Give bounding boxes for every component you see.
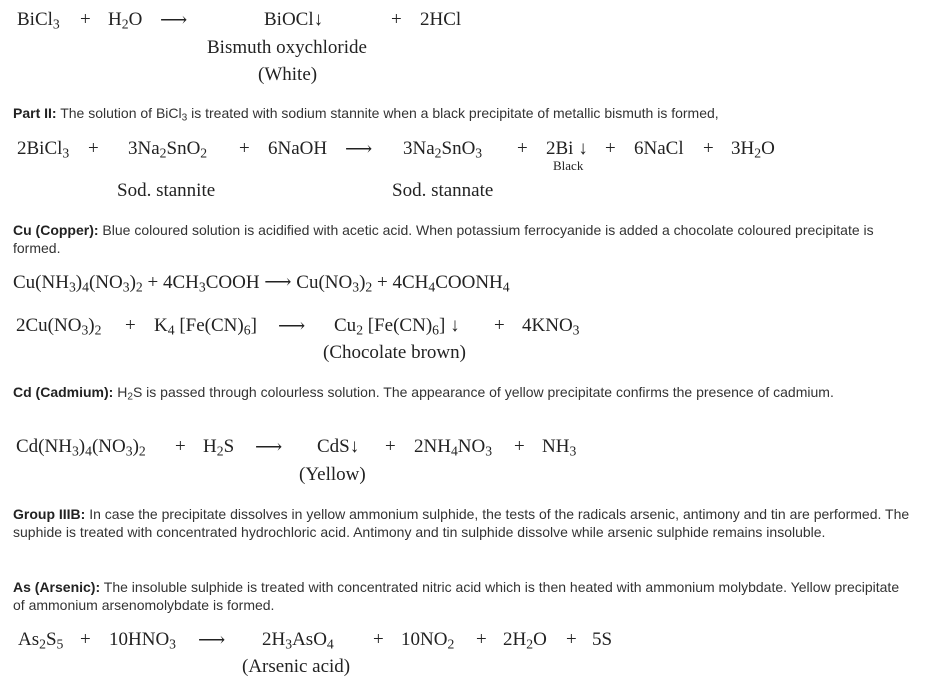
reaction-arrow: ⟶ bbox=[278, 316, 306, 337]
plus-sign: + bbox=[80, 629, 91, 650]
group3b-paragraph: Group IIIB: In case the precipitate dissolves in yellow ammonium sulphide, the tests of the radicals arsenic, antimony and tin are performed. The suphide is treated with concentrated hydrochloric acid. Antimony and tin sulphide dissolve while arsenic sulphide remains insoluble. bbox=[13, 506, 910, 540]
group3b-heading: Group IIIB: bbox=[13, 506, 86, 522]
eq6-reactant-hno3: $10HNO_3$ bbox=[109, 629, 177, 652]
eq5-product-cds: CdS↓ bbox=[317, 436, 360, 457]
eq2-reactant-na2sno2: $3Na_2SnO_2$ bbox=[128, 138, 208, 161]
plus-sign: + bbox=[373, 629, 384, 650]
eq4-reactant-ferrocyanide: $K_4$ $[Fe(CN)_6]$ bbox=[154, 315, 257, 338]
copper-heading: Cu (Copper): bbox=[13, 222, 99, 238]
plus-sign: + bbox=[514, 436, 525, 457]
plus-sign: + bbox=[703, 138, 714, 159]
plus-sign: + bbox=[605, 138, 616, 159]
eq2-stannate-name: Sod. stannate bbox=[392, 180, 494, 201]
eq2-product-nacl: 6NaCl bbox=[634, 138, 684, 159]
plus-sign: + bbox=[125, 315, 136, 336]
reaction-arrow: ⟶ bbox=[345, 139, 373, 160]
eq1-reactant-bicl3: BiCl$_3$ bbox=[17, 9, 60, 32]
eq1-product-hcl: 2HCl bbox=[420, 9, 462, 30]
eq6-reactant-as2s5: $As_2S_5$ bbox=[18, 629, 64, 652]
eq4-product-color: (Chocolate brown) bbox=[323, 342, 466, 363]
plus-sign: + bbox=[494, 315, 505, 336]
eq1-reactant-water: $H_2O$ bbox=[108, 9, 143, 32]
reaction-arrow: ⟶ bbox=[160, 10, 188, 31]
copper-paragraph: Cu (Copper): Blue coloured solution is acidified with acetic acid. When potassium ferrocyanide is added a chocolate coloured precipitate is formed. bbox=[13, 222, 874, 256]
eq5-product-nh3: $NH_3$ bbox=[542, 436, 577, 459]
eq2-black-label: Black bbox=[553, 158, 584, 173]
eq6-product-arsenic-acid: $2H_3AsO_4$ bbox=[262, 629, 334, 652]
equation-copper-acetic: $Cu(NH_3)_4(NO_3)_2$ + $4CH_3COOH$ ⟶ $Cu(NO_3)_2$ + $4CH_4COONH_4$ bbox=[13, 272, 510, 295]
eq2-reactant-naoh: 6NaOH bbox=[268, 138, 328, 159]
cadmium-paragraph: Cd (Cadmium): $H_2S$ is passed through colourless solution. The appearance of yellow precipitate confirms the presence of cadmium. bbox=[13, 384, 834, 403]
eq5-product-color: (Yellow) bbox=[299, 464, 366, 485]
arsenic-paragraph: As (Arsenic): The insoluble sulphide is treated with concentrated nitric acid which is then heated with ammonium molybdate. Yellow precipitate of ammonium arsenomolybdate is formed. bbox=[13, 579, 900, 613]
plus-sign: + bbox=[476, 629, 487, 650]
eq4-product-copper-ferrocyanide: $Cu_2$ $[Fe(CN)_6]$ ↓ bbox=[334, 315, 460, 338]
eq1-product-name: Bismuth oxychloride bbox=[207, 37, 367, 58]
eq2-product-water: $3H_2O$ bbox=[731, 138, 775, 161]
plus-sign: + bbox=[88, 138, 99, 159]
plus-sign: + bbox=[80, 9, 91, 30]
part2-heading: Part II: bbox=[13, 105, 57, 121]
plus-sign: + bbox=[175, 436, 186, 457]
eq1-product-color: (White) bbox=[258, 64, 318, 85]
part2-paragraph: Part II: The solution of BiCl$_3$ is treated with sodium stannite when a black precipitate of metallic bismuth is formed, bbox=[13, 105, 719, 124]
eq1-product-biocl: BiOCl↓ bbox=[264, 9, 324, 30]
eq5-reactant-cadmium-complex: $Cd(NH_3)_4(NO_3)_2$ bbox=[16, 436, 146, 459]
eq5-reactant-h2s: $H_2S$ bbox=[203, 436, 235, 459]
plus-sign: + bbox=[566, 629, 577, 650]
reaction-arrow: ⟶ bbox=[255, 437, 283, 458]
eq5-product-ammonium-nitrate: $2NH_4NO_3$ bbox=[414, 436, 493, 459]
eq4-reactant-cuno3: $2Cu(NO_3)_2$ bbox=[16, 315, 102, 338]
cadmium-heading: Cd (Cadmium): bbox=[13, 384, 114, 400]
plus-sign: + bbox=[517, 138, 528, 159]
eq6-product-sulphur: 5S bbox=[592, 629, 613, 650]
eq6-product-name: (Arsenic acid) bbox=[242, 656, 351, 677]
plus-sign: + bbox=[385, 436, 396, 457]
eq2-stannite-name: Sod. stannite bbox=[117, 180, 216, 201]
arsenic-heading: As (Arsenic): bbox=[13, 579, 101, 595]
eq2-reactant-bicl3: 2BiCl$_3$ bbox=[17, 138, 70, 161]
eq6-product-water: $2H_2O$ bbox=[503, 629, 547, 652]
reaction-arrow: ⟶ bbox=[198, 630, 226, 651]
eq2-product-na2sno3: $3Na_2SnO_3$ bbox=[403, 138, 483, 161]
plus-sign: + bbox=[239, 138, 250, 159]
plus-sign: + bbox=[391, 9, 402, 30]
eq6-product-no2: $10NO_2$ bbox=[401, 629, 455, 652]
eq2-product-bi: 2Bi ↓ bbox=[546, 138, 588, 159]
eq4-product-kno3: $4KNO_3$ bbox=[522, 315, 580, 338]
